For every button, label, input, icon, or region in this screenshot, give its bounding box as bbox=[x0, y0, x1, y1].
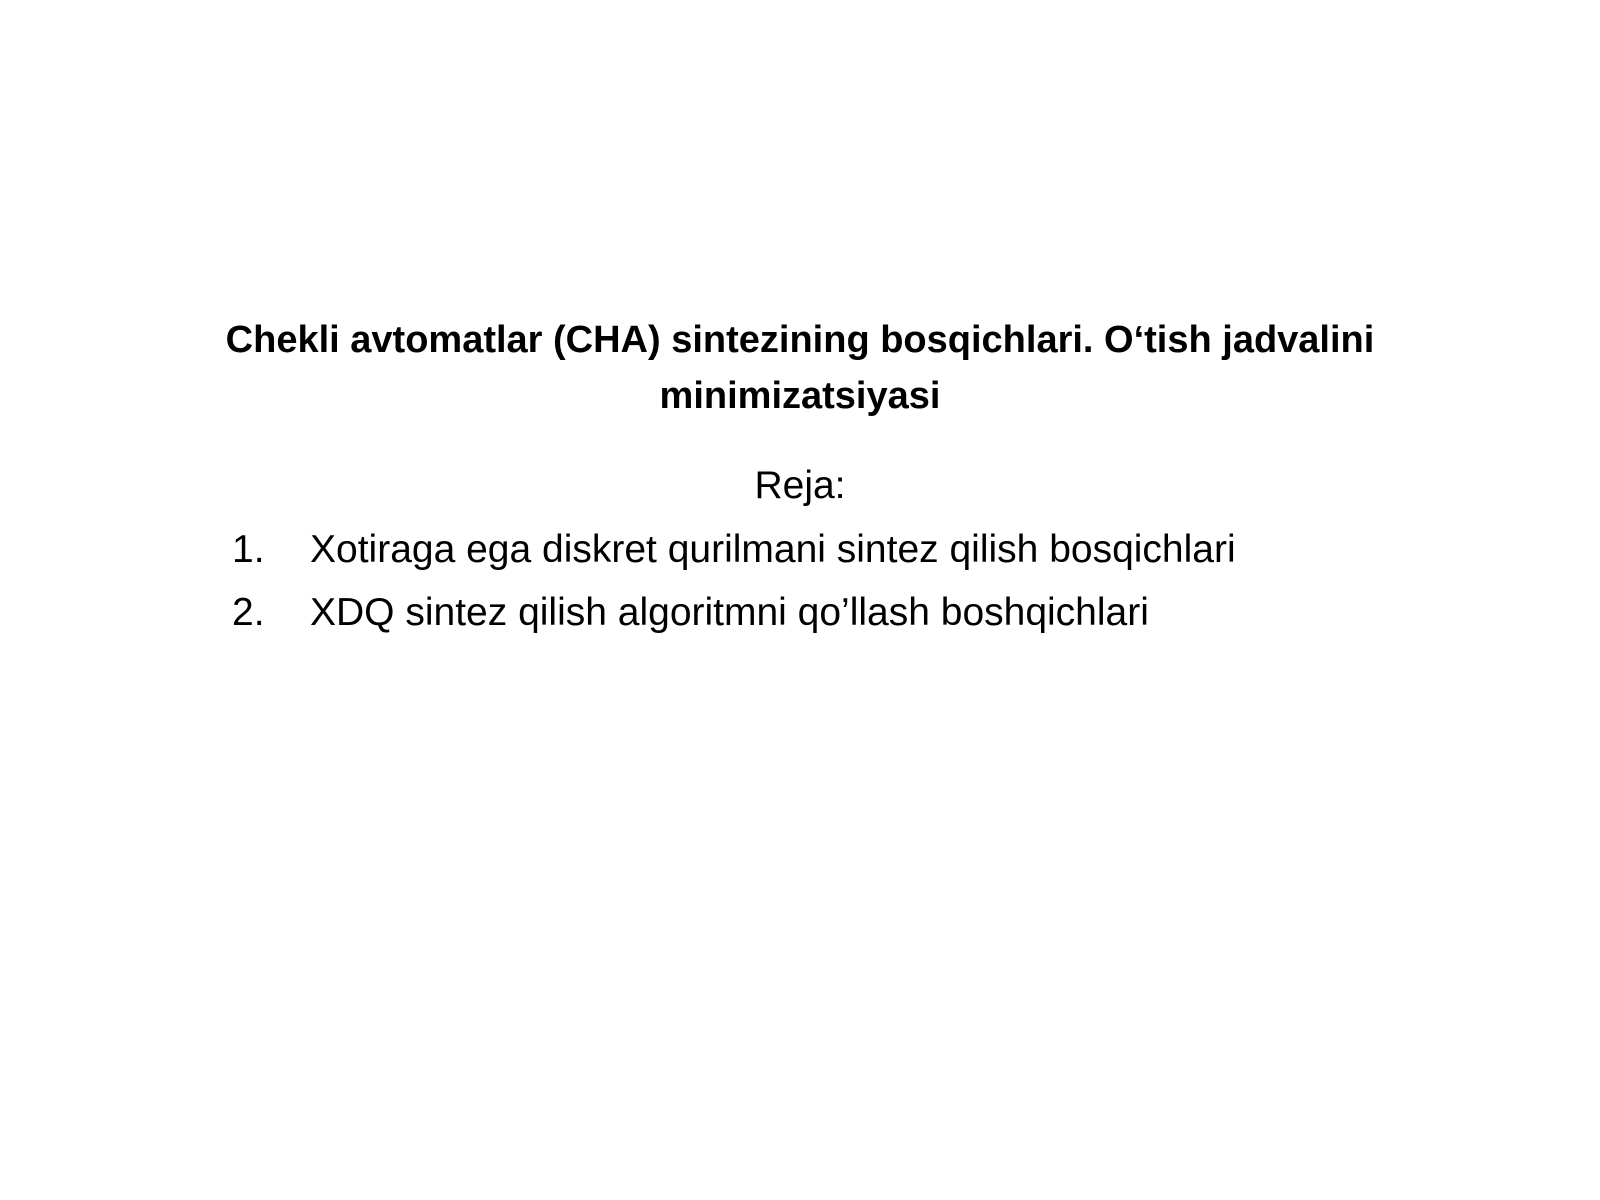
slide-title-line-2: minimizatsiyasi bbox=[659, 375, 941, 417]
plan-item-1 bbox=[232, 522, 1236, 585]
slide-title-line-1: Chekli avtomatlar (CHA) sintezining bosqichlari. O‘tish jadvalini bbox=[225, 319, 1375, 361]
slide-title bbox=[160, 312, 1440, 424]
plan-item-2 bbox=[232, 585, 1236, 648]
plan-item-text: Xotiraga ega diskret qurilmani sintez qilish bosqichlari bbox=[310, 528, 1236, 571]
plan-item-number: 2. bbox=[232, 591, 265, 634]
plan-list bbox=[232, 522, 1236, 648]
plan-item-number: 1. bbox=[232, 528, 265, 571]
plan-heading: Reja: bbox=[754, 464, 846, 507]
plan-item-text: XDQ sintez qilish algoritmni qo’llash boshqichlari bbox=[310, 591, 1149, 634]
